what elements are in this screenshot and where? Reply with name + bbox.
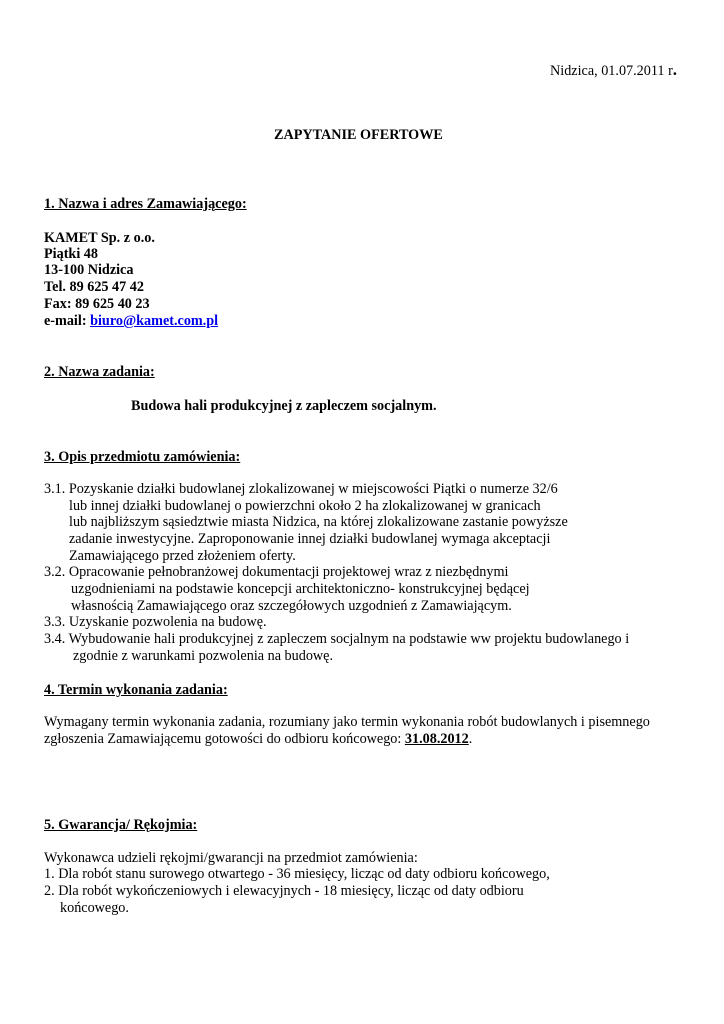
desc-line: 3.4. Wybudowanie hali produkcyjnej z zapleczem socjalnym na podstawie ww projektu budowlanego i [44,631,630,647]
company-phone: Tel. 89 625 47 42 [44,279,144,295]
warranty-line: 1. Dla robót stanu surowego otwartego - 36 miesięcy, licząc od daty odbioru końcowego, [44,866,550,882]
deadline-date: 31.08.2012 [404,731,469,747]
desc-line: lub najbliższym sąsiedztwie miasta Nidzica, na której zlokalizowane zastanie powyższe [69,514,568,530]
section-5-heading: 5. Gwarancja/ Rękojmia: [44,817,198,833]
email-label: e-mail: [44,313,91,329]
deadline-text-line2 [44,731,472,748]
company-name: KAMET Sp. z o.o. [44,230,155,246]
desc-line: własnością Zamawiającego oraz szczegółowych uzgodnień z Zamawiającym. [71,598,512,614]
desc-line: 3.3. Uzyskanie pozwolenia na budowę. [44,614,267,630]
company-email-line [44,313,218,330]
company-fax: Fax: 89 625 40 23 [44,296,150,312]
place-date-text: Nidzica, 01.07.2011 r [550,63,673,79]
task-name: Budowa hali produkcyjnej z zapleczem socjalnym. [131,398,437,414]
company-street: Piątki 48 [44,246,98,262]
section-1-heading: 1. Nazwa i adres Zamawiającego: [44,196,247,212]
document-title: ZAPYTANIE OFERTOWE [274,127,443,143]
section-3-heading: 3. Opis przedmiotu zamówienia: [44,449,241,465]
warranty-line: końcowego. [60,900,129,916]
warranty-line: 2. Dla robót wykończeniowych i elewacyjnych - 18 miesięcy, licząc od daty odbioru [44,883,524,899]
place-date-dot: . [672,60,678,79]
deadline-period: . [468,731,473,747]
desc-line: zadanie inwestycyjne. Zaproponowanie innej działki budowlanej wymaga akceptacji [69,531,551,547]
desc-line: 3.2. Opracowanie pełnobranżowej dokumentacji projektowej wraz z niezbędnymi [44,564,509,580]
place-date [550,61,677,80]
deadline-text: zgłoszenia Zamawiającemu gotowości do odbioru końcowego: [44,731,405,747]
section-2-heading: 2. Nazwa zadania: [44,364,155,380]
email-link[interactable]: biuro@kamet.com.pl [90,313,219,329]
desc-line: 3.1. Pozyskanie działki budowlanej zlokalizowanej w miejscowości Piątki o numerze 32/6 [44,481,558,497]
warranty-line: Wykonawca udzieli rękojmi/gwarancji na przedmiot zamówienia: [44,850,418,866]
company-city: 13-100 Nidzica [44,262,134,278]
desc-line: Zamawiającego przed złożeniem oferty. [69,548,296,564]
desc-line: zgodnie z warunkami pozwolenia na budowę. [73,648,334,664]
desc-line: lub innej działki budowlanej o powierzchni około 2 ha zlokalizowanej w granicach [69,498,541,514]
desc-line: uzgodnieniami na podstawie koncepcji architektoniczno- konstrukcyjnej będącej [71,581,530,597]
deadline-text-line1: Wymagany termin wykonania zadania, rozumiany jako termin wykonania robót budowlanych i pisemnego [44,714,650,730]
section-4-heading: 4. Termin wykonania zadania: [44,682,228,698]
